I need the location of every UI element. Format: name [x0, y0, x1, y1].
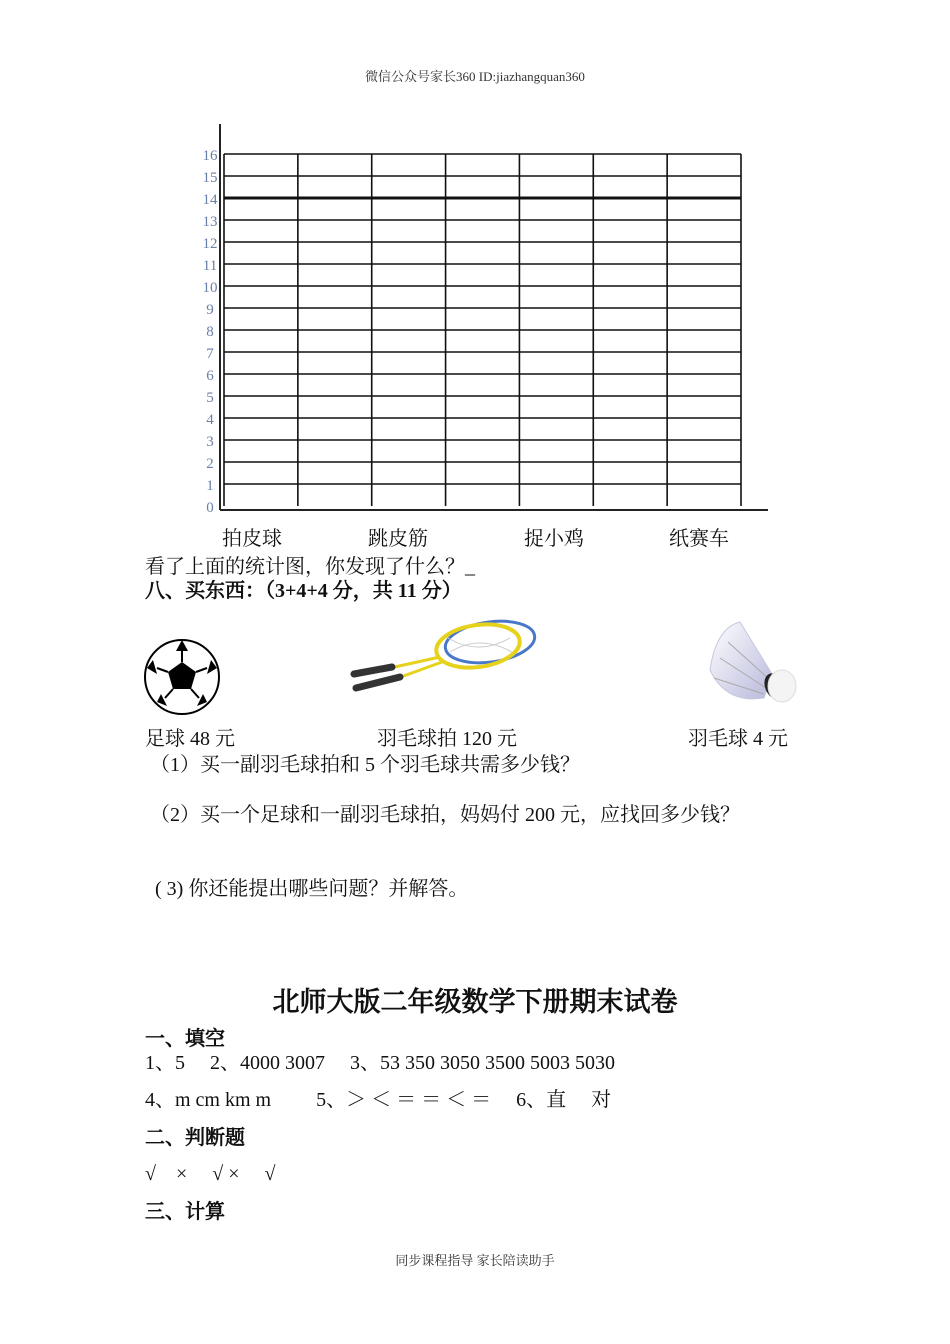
y-tick-label: 8: [206, 324, 214, 340]
y-tick-label: 9: [206, 302, 214, 318]
shuttlecock-icon: [706, 618, 802, 708]
y-tick-label: 3: [206, 434, 214, 450]
x-category-label: 跳皮筋: [368, 528, 428, 550]
soccer-ball-icon: [143, 638, 221, 716]
x-category-label: 捉小鸡: [524, 528, 584, 550]
y-tick-label: 16: [202, 148, 218, 164]
racket-price: 羽毛球拍 120 元: [377, 728, 517, 750]
answers-title: 北师大版二年级数学下册期末试卷: [272, 987, 678, 1017]
fill-blank-answers-line-2: 4、m cm km m 5、＞ ＜ ＝ ＝ ＜ ＝ 6、直 对: [145, 1089, 612, 1111]
page-header: 微信公众号家长360 ID:jiazhangquan360: [365, 69, 585, 84]
y-tick-label: 12: [202, 236, 218, 252]
x-category-label: 拍皮球: [222, 528, 282, 550]
y-tick-label: 6: [206, 368, 214, 384]
x-category-label: 纸赛车: [669, 528, 729, 550]
badminton-racket-icon: [350, 612, 540, 694]
chart-question: 看了上面的统计图，你发现了什么？_: [145, 556, 475, 578]
fill-blank-heading: 一、填空: [145, 1028, 225, 1050]
fill-blank-answers-line-1: 1、5 2、4000 3007 3、53 350 3050 3500 5003 5030: [145, 1052, 615, 1074]
y-tick-label: 15: [202, 170, 218, 186]
question-2: （2）买一个足球和一副羽毛球拍，妈妈付 200 元，应找回多少钱？: [150, 804, 740, 826]
true-false-answers: √ × √ × √: [145, 1163, 276, 1185]
y-tick-label: 11: [202, 258, 218, 274]
calculation-heading: 三、计算: [145, 1201, 225, 1223]
bar-chart-grid: [188, 122, 778, 522]
y-tick-label: 14: [202, 192, 218, 208]
question-3: ( 3) 你还能提出哪些问题？并解答。: [155, 878, 469, 900]
y-tick-label: 10: [202, 280, 218, 296]
question-1: （1）买一副羽毛球拍和 5 个羽毛球共需多少钱？: [150, 754, 580, 776]
y-tick-label: 7: [206, 346, 214, 362]
y-tick-label: 5: [206, 390, 214, 406]
y-tick-label: 0: [206, 500, 214, 516]
y-tick-label: 13: [202, 214, 218, 230]
y-tick-label: 4: [206, 412, 214, 428]
section-8-heading: 八、买东西：（3+4+4 分，共 11 分）: [145, 580, 462, 602]
soccer-ball-price: 足球 48 元: [145, 728, 235, 750]
y-tick-label: 2: [206, 456, 214, 472]
true-false-heading: 二、判断题: [145, 1127, 245, 1149]
y-tick-label: 1: [206, 478, 214, 494]
page-footer: 同步课程指导 家长陪读助手: [395, 1253, 555, 1268]
shuttlecock-price: 羽毛球 4 元: [688, 728, 788, 750]
